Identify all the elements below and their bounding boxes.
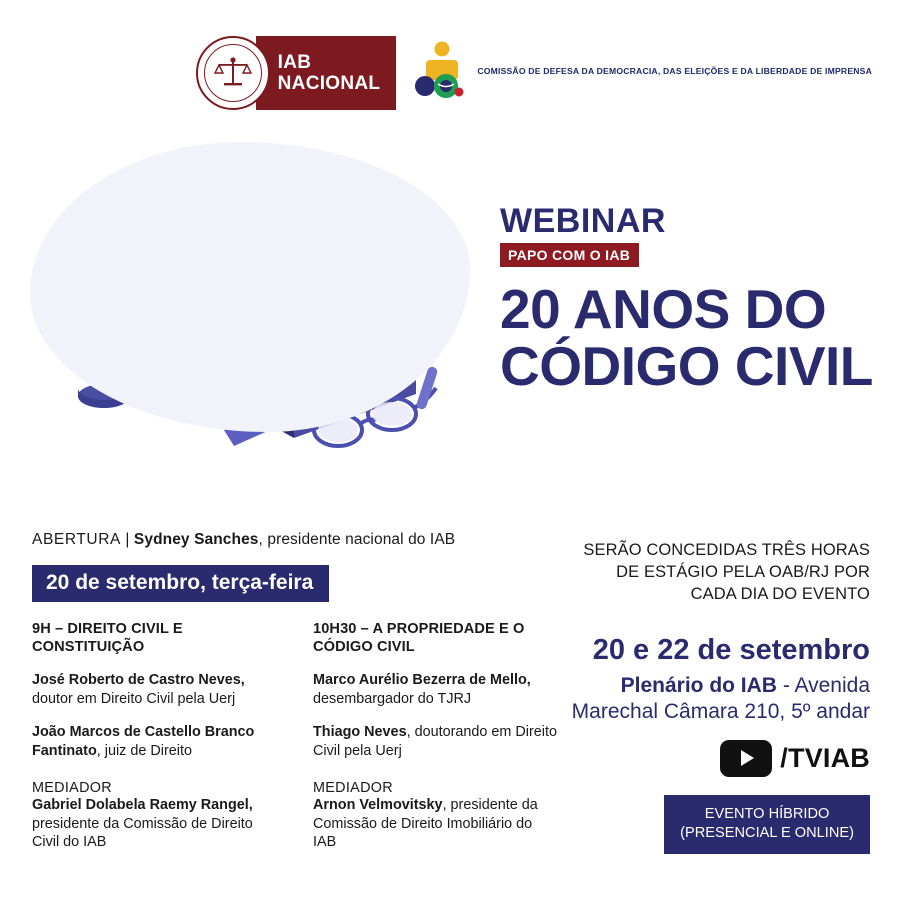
opening-speaker-role: , presidente nacional do IAB: [258, 531, 456, 548]
series-badge: PAPO COM O IAB: [500, 243, 639, 267]
seal-scales-icon: [211, 51, 255, 95]
mediator-label: MEDIADOR: [313, 780, 393, 797]
event-dates: 20 e 22 de setembro: [592, 634, 870, 667]
mediator-role: presidente da Comissão de Direito Civil do IAB: [32, 815, 253, 851]
speaker-entry: [313, 723, 558, 760]
comissao-figure-icon: [412, 40, 468, 102]
speaker-name: José Roberto de Castro Neves,: [32, 672, 245, 689]
youtube-handle[interactable]: /TVIAB: [780, 742, 870, 773]
mediator-entry: [313, 796, 558, 851]
comissao-label: COMISSÃO DE DEFESA DA DEMOCRACIA, DAS ELEIÇÕES E DA LIBERDADE DE IMPRENSA: [477, 65, 872, 76]
mediator-name: Arnon Velmovitsky: [313, 797, 443, 814]
comissao-mark-icon: [412, 40, 468, 102]
hero-illustration: [18, 108, 488, 448]
session-title: 10H30 – A PROPRIEDADE E O CÓDIGO CIVIL: [313, 621, 525, 656]
speaker-name: Thiago Neves: [313, 724, 407, 741]
mediator-entry: [32, 796, 277, 851]
page-title: [500, 278, 880, 397]
date-banner: 20 de setembro, terça-feira: [32, 565, 329, 602]
hybrid-badge: [664, 795, 870, 854]
speaker-entry: [32, 671, 277, 708]
iab-logo: [196, 36, 397, 110]
program-section: [32, 531, 562, 852]
page-title-line1: 20 ANOS DO: [500, 278, 827, 340]
speaker-role: doutor em Direito Civil pela Uerj: [32, 690, 236, 707]
speaker-name: Marco Aurélio Bezerra de Mello,: [313, 672, 531, 689]
iab-seal-icon: [196, 36, 270, 110]
webinar-label: WEBINAR: [500, 202, 666, 240]
mediator-label: MEDIADOR: [32, 780, 112, 797]
speaker-role: , doutorando em Direito Civil pela Uerj: [313, 724, 557, 759]
youtube-channel[interactable]: [570, 740, 870, 777]
speaker-role: desembargador do TJRJ: [313, 690, 472, 707]
speaker-role: , juiz de Direito: [96, 742, 192, 759]
opening-label: ABERTURA: [32, 531, 121, 548]
iab-wordmark-line2: NACIONAL: [277, 73, 381, 94]
venue-name: Plenário do IAB: [620, 674, 777, 698]
venue-address: - Avenida Marechal Câmara 210, 5º andar: [571, 674, 870, 724]
hybrid-badge-line2: (PRESENCIAL E ONLINE): [680, 824, 854, 841]
oab-credit-note: SERÃO CONCEDIDAS TRÊS HORAS DE ESTÁGIO PELA OAB/RJ POR CADA DIA DO EVENTO: [583, 541, 870, 603]
iab-seal-emblem: [204, 44, 262, 102]
sessions-columns: [32, 620, 562, 852]
youtube-icon[interactable]: [720, 740, 772, 777]
speaker-name: João Marcos de Castello Branco Fantinato: [32, 724, 255, 759]
page-title-line2: CÓDIGO CIVIL: [500, 334, 873, 397]
event-info-section: [570, 540, 870, 854]
opening-line: [32, 531, 562, 549]
iab-wordmark-line1: IAB: [277, 51, 312, 73]
session-title: 9H – DIREITO CIVIL E CONSTITUIÇÃO: [32, 621, 183, 656]
session-column-1: [32, 620, 277, 852]
opening-separator: |: [125, 531, 130, 548]
illustration-backdrop: [30, 142, 470, 432]
header-logos: [196, 36, 872, 110]
speaker-entry: [32, 723, 277, 760]
iab-wordmark: [256, 36, 397, 110]
opening-speaker-name: Sydney Sanches: [133, 531, 259, 548]
event-location: [570, 673, 870, 726]
title-block: [500, 202, 880, 397]
hybrid-badge-line1: EVENTO HÍBRIDO: [704, 805, 830, 822]
speaker-entry: [313, 671, 558, 708]
session-column-2: [313, 620, 558, 852]
comissao-logo: [412, 36, 872, 102]
mediator-name: Gabriel Dolabela Raemy Rangel,: [32, 797, 253, 814]
mediator-role: , presidente da Comissão de Direito Imobiliário do IAB: [313, 797, 538, 851]
